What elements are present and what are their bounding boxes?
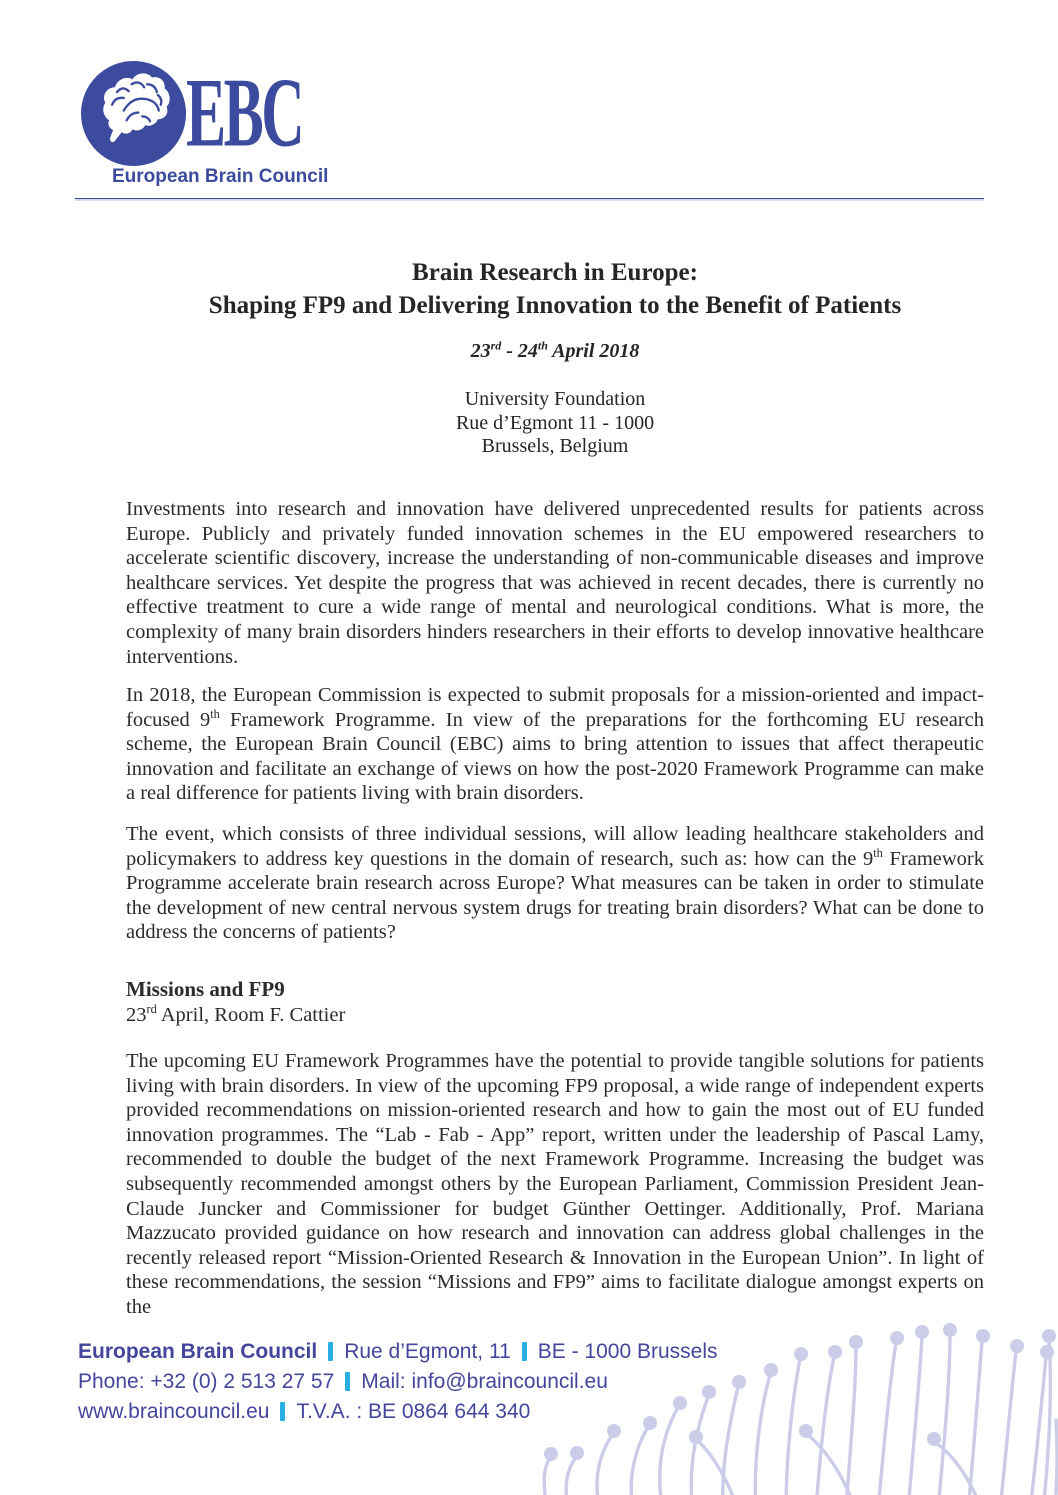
title-line-1: Brain Research in Europe: (412, 259, 698, 286)
paragraph-framework: The upcoming EU Framework Programmes have the potential to provide tangible solutions for patients living with brain disorders. In view of the upcoming FP9 proposal, a wide range of independent experts provided recommendations on mission-oriented research and how to gain the most out of EU funded innovation programmes. The “Lab - Fab - App” report, written under the leadership of Pascal Lamy, recommended to double the budget of the next Framework Programme. Increasing the budget was subsequently recommended amongst others by the European Parliament, Commission President Jean-Claude Juncker and Commissioner for budget Günther Oettinger. Additionally, Prof. Mariana Mazzucato provided guidance on how research and innovation can address global challenges in the recently released report “Mission-Oriented Research & Innovation in the European Union”. In light of these recommendations, the session “Missions and FP9” aims to facilitate dialogue amongst experts on the (126, 1050, 984, 1318)
paragraph-investments: Investments into research and innovation have delivered unprecedented results for patients across Europe. Publicly and privately funded innovation schemes in the EU empowered researchers to accelerate scientific discovery, increase the understanding of non-communicable diseases and improve healthcare services. Yet despite the progress that was achieved in recent decades, there is currently no effective treatment to cure a wide range of mental and neurological conditions. What is more, the complexity of many brain disorders hinders researchers in their efforts to develop innovative healthcare interventions. (126, 498, 984, 668)
footer-contact-block (78, 1337, 718, 1427)
footer-email: Mail: info@braincouncil.eu (361, 1370, 608, 1393)
venue-line-2: Rue d’Egmont 11 - 1000 (455, 411, 655, 434)
session-heading-block (126, 976, 984, 1028)
footer-org-name: European Brain Council (78, 1340, 318, 1363)
paragraph-event: The event, which consists of three individual sessions, will allow leading healthcare stakeholders and policymakers to address key questions in the domain of research, such as: how can the 9th Framework Programme accelerate brain research across Europe? What measures can be taken in order to stimulate the development of new central nervous system drugs for treating brain disorders? What can be done to address the concerns of patients? (126, 823, 984, 944)
footer-row-phone-mail (78, 1367, 718, 1397)
ebc-logo (80, 60, 187, 167)
footer-city: BE - 1000 Brussels (537, 1340, 718, 1363)
ebc-acronym: EBC (186, 58, 303, 168)
footer-website: www.braincouncil.eu (78, 1400, 270, 1423)
session-title: Missions and FP9 (126, 977, 285, 1001)
title-line-2: Shaping FP9 and Delivering Innovation to the Benefit of Patients (208, 292, 902, 319)
footer-row-web-vat (78, 1397, 718, 1427)
footer-row-address (78, 1337, 718, 1367)
separator-bar (345, 1372, 350, 1391)
session-date-room: 23rd April, Room F. Cattier (126, 1002, 346, 1026)
event-date: 23rd - 24th April 2018 (470, 338, 640, 362)
separator-bar (280, 1402, 285, 1421)
org-name-label: European Brain Council (112, 166, 329, 187)
venue-line-1: University Foundation (464, 388, 646, 410)
paragraph-commission: In 2018, the European Commission is expected to submit proposals for a mission-oriented and impact-focused 9th Framework Programme. In view of the preparations for the forthcoming EU research scheme, the European Brain Council (EBC) aims to bring attention to issues that affect therapeutic innovation and facilitate an exchange of views on how the post-2020 Framework Programme can make a real difference for patients living with brain disorders. (126, 684, 984, 805)
footer-vat: T.V.A. : BE 0864 644 340 (296, 1400, 531, 1423)
footer-street: Rue d’Egmont, 11 (344, 1340, 511, 1363)
separator-bar (328, 1342, 333, 1361)
header-divider (75, 198, 984, 201)
footer-phone: Phone: +32 (0) 2 513 27 57 (78, 1370, 335, 1393)
venue-line-3: Brussels, Belgium (481, 435, 629, 457)
separator-bar (522, 1342, 527, 1361)
document-title (126, 256, 984, 322)
brain-icon (80, 60, 187, 167)
venue-address (126, 388, 984, 459)
